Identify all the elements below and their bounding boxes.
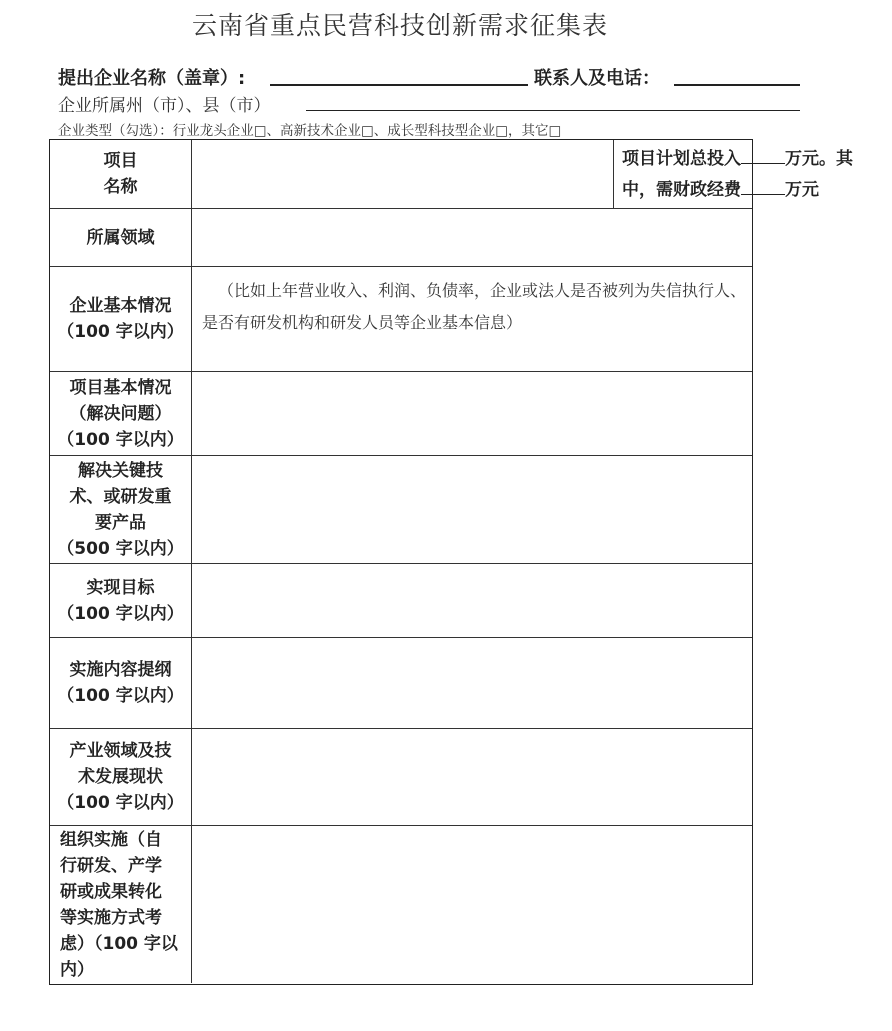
basic-info-label: 企业基本情况 （100 字以内） <box>50 267 192 371</box>
table-row <box>50 209 752 267</box>
goal-label: 实现目标 （100 字以内） <box>50 564 192 637</box>
project-basic-label: 项目基本情况 （解决问题） （100 字以内） <box>50 372 192 455</box>
fiscal-unit: 万元 <box>785 180 819 200</box>
form-title: 云南省重点民营科技创新需求征集表 <box>191 11 608 40</box>
investment-cell <box>622 144 892 206</box>
project-name-label: 项目 名称 <box>50 140 192 208</box>
investment-unit: 万元。其 <box>785 149 853 169</box>
investment-label: 项目计划总投入 <box>622 149 741 169</box>
industry-status-field[interactable] <box>192 729 752 825</box>
region-label: 企业所属州（市）、县（市） <box>58 96 271 116</box>
table-row <box>50 456 752 564</box>
goal-field[interactable] <box>192 564 752 637</box>
domain-field[interactable] <box>192 209 752 266</box>
company-name-field[interactable] <box>270 84 528 86</box>
organization-field[interactable] <box>192 826 752 983</box>
company-type-line: 企业类型（勾选）：行业龙头企业□、高新技术企业□、成长型科技型企业□，其它□ <box>58 123 562 139</box>
organization-label: 组织实施（自 行研发、产学 研或成果转化 等实施方式考 虑）（100 字以 内） <box>50 826 192 983</box>
project-basic-field[interactable] <box>192 372 752 455</box>
table-row <box>50 564 752 638</box>
domain-label: 所属领域 <box>50 209 192 266</box>
key-tech-label: 解决关键技 术、或研发重 要产品 （500 字以内） <box>50 456 192 563</box>
region-field[interactable] <box>306 110 800 111</box>
industry-status-label: 产业领域及技 术发展现状 （100 字以内） <box>50 729 192 825</box>
table-row <box>50 638 752 729</box>
company-line <box>58 62 748 90</box>
content-outline-label: 实施内容提纲 （100 字以内） <box>50 638 192 728</box>
total-investment-field[interactable] <box>741 145 785 164</box>
requirement-table <box>49 139 853 985</box>
fiscal-funding-field[interactable] <box>741 176 785 195</box>
company-label: 提出企业名称（盖章）: <box>58 68 246 89</box>
key-tech-field[interactable] <box>192 456 752 563</box>
basic-info-field[interactable] <box>192 267 752 371</box>
cell-divider <box>613 140 614 208</box>
table-row <box>50 372 752 456</box>
content-outline-field[interactable] <box>192 638 752 728</box>
fiscal-label: 中，需财政经费 <box>622 180 741 200</box>
table-row <box>50 826 752 983</box>
basic-info-hint: （比如上年营业收入、利润、负债率，企业或法人是否被列为失信执行人、是否有研发机构和研发人员等企业基本信息） <box>202 281 747 332</box>
contact-label: 联系人及电话： <box>534 68 660 89</box>
table-row <box>50 729 752 826</box>
contact-field[interactable] <box>674 84 800 86</box>
table-row <box>50 140 853 209</box>
region-line <box>58 91 748 117</box>
table-row <box>50 267 752 372</box>
